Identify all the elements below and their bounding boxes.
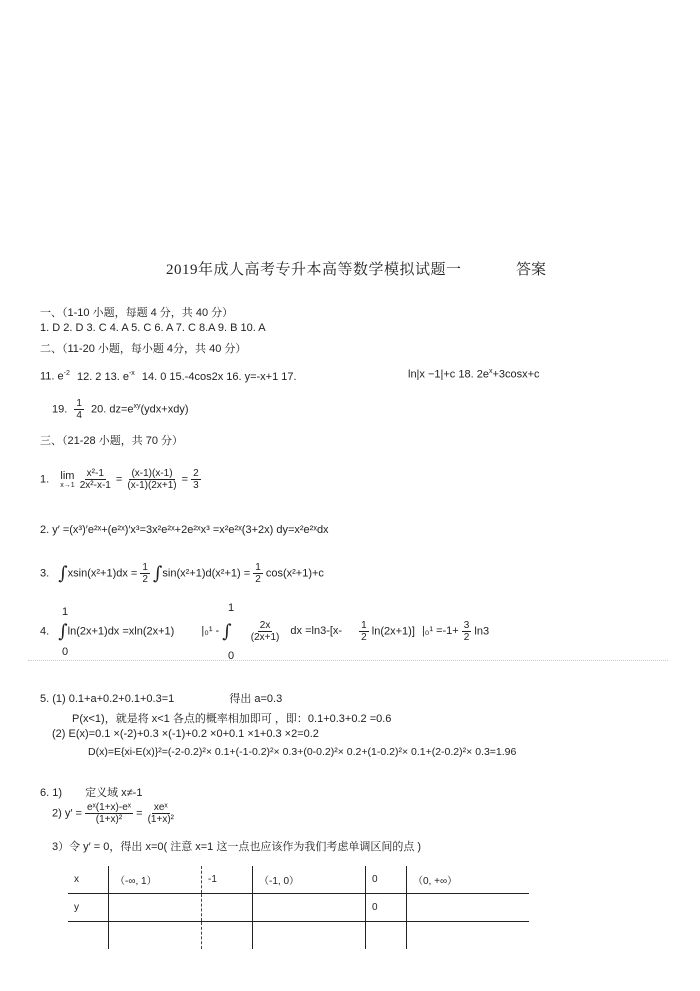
q3-f1-den: 2: [142, 574, 148, 585]
section3-heading: 三、（21-28 小题，共 70 分）: [40, 435, 184, 447]
q3-f2-num: 1: [255, 562, 261, 573]
title-answer: 答案: [516, 262, 547, 278]
q1-f1-den: 2x²-x-1: [79, 480, 111, 491]
q6-line2-label: 2) y′ =: [52, 807, 82, 820]
q4-part-e: |₀¹ =-1+: [421, 625, 459, 638]
q1-label: 1.: [40, 473, 50, 486]
q1-eq-2: =: [181, 473, 189, 486]
q6-f2-den: (1+x)²: [147, 814, 174, 825]
q1-f2-den: (x-1)(2x+1): [127, 480, 177, 491]
page-title: 2019年成人高考专升本高等数学模拟试题一: [166, 262, 462, 278]
q3-f1-num: 1: [142, 562, 148, 573]
table-cell: [366, 922, 407, 950]
q6-fraction-1: [85, 802, 133, 825]
q6-line3: 3）令 y′ = 0，得出 x=0( 注意 x=1 这一点也应该作为我们考虑单调区间的点 ): [52, 841, 422, 853]
q6-line2-eq: =: [136, 807, 143, 820]
q6-line1-a: 6. 1): [40, 787, 63, 799]
answer-11-exp: -2: [63, 370, 70, 377]
table-row: [68, 866, 529, 894]
answer-18-tail: +3cosx+c: [492, 368, 540, 381]
q6-f1-den: (1+x)²: [95, 814, 123, 825]
q1-limit: [60, 470, 74, 489]
table-cell: [253, 922, 366, 950]
table-cell: -1: [202, 866, 253, 894]
answer-14-17: 14. 0 15.-4cos2x 16. y=-x+1 17.: [141, 370, 297, 383]
q4-f2-den: 2: [361, 632, 367, 643]
section2-line1: [40, 370, 297, 383]
q4-part-f: ln3: [474, 625, 490, 638]
table-cell: [253, 894, 366, 922]
q1-fraction-2: [125, 468, 178, 491]
q4-part-a: ln(2x+1)dx =xln(2x+1): [67, 625, 175, 638]
table-cell: （-∞, 1）: [109, 866, 202, 894]
q1-f1-num: x²-1: [86, 468, 104, 479]
q3-part-b: sin(x²+1)d(x²+1) =: [162, 567, 251, 580]
section2-line2: [52, 398, 189, 421]
answer-19-den: 4: [76, 410, 82, 421]
q1-eq-1: =: [115, 473, 123, 486]
q5-line1-a: 5. (1) 0.1+a+0.2+0.1+0.3=1: [40, 693, 175, 705]
q2: 2. y′ =(x³)′e²ˣ+(e²ˣ)′x³=3x²e²ˣ+2e²ˣx³ =x²e²ˣ(3+2x) dy=x²e²ˣdx: [40, 524, 329, 536]
q1-lim-sub: x→1: [60, 482, 75, 489]
q1-fraction-3: [191, 468, 201, 491]
q6-line1-b: 定义域 x≠-1: [85, 787, 143, 799]
q4-part-c: dx =ln3-[x-: [290, 625, 343, 638]
q4-f3-den: 2: [463, 632, 470, 643]
answer-17-18: ln|x −1|+c 18. 2e: [408, 368, 489, 381]
table-cell: [68, 922, 109, 950]
q4-upper-limit-2: 1: [228, 602, 235, 614]
q3-fraction-2: [253, 562, 263, 585]
q1-f2-num: (x-1)(x-1): [131, 468, 173, 479]
q3-f2-den: 2: [255, 574, 261, 585]
table-cell: [407, 894, 530, 922]
section1-answers: 1. D 2. D 3. C 4. A 5. C 6. A 7. C 8.A 9. B 10. A: [40, 322, 266, 334]
table-cell: [407, 922, 530, 950]
table-cell: [202, 922, 253, 950]
q1: [40, 468, 201, 491]
q1-f3-num: 2: [193, 468, 199, 479]
q4-lower-limit-2: 0: [228, 650, 235, 662]
integral-sign-icon: ∫: [222, 621, 232, 642]
q1-lim-text: lim: [60, 470, 75, 482]
table-cell: （0, +∞）: [407, 866, 530, 894]
q1-fraction-1: [78, 468, 113, 491]
q4-fraction-2: [359, 620, 369, 643]
q1-f3-den: 3: [193, 480, 199, 491]
q3-part-a: xsin(x²+1)dx =: [67, 567, 138, 580]
q4-f1-den: (2x+1): [250, 632, 280, 643]
q5-line2: P(x<1)，就是将 x<1 各点的概率相加即可 ，即：0.1+0.3+0.2 =0.6: [72, 713, 392, 725]
q5-line1: [40, 690, 282, 706]
q4-upper-limit: 1: [62, 606, 69, 618]
table-cell: 0: [366, 894, 407, 922]
q4-f1-num: 2x: [259, 620, 271, 631]
q4: [40, 620, 489, 643]
table-cell: x: [68, 866, 109, 894]
answer-20-exp: xy: [133, 402, 141, 410]
dotted-divider: [28, 660, 668, 661]
q3: [40, 562, 324, 585]
q6-f2-num: xeˣ: [153, 802, 168, 813]
q4-part-b: |₀¹ -: [201, 625, 220, 638]
q5-line3: (2) E(x)=0.1 ×(-2)+0.3 ×(-1)+0.2 ×0+0.1 ×1+0.3 ×2=0.2: [52, 728, 319, 740]
table-cell: [202, 894, 253, 922]
answer-12-13: 12. 2 13. e: [76, 370, 129, 383]
q4-f3-num: 3: [463, 620, 470, 631]
table-cell: [109, 922, 202, 950]
q3-fraction-1: [140, 562, 150, 585]
answer-19-num: 1: [76, 398, 82, 409]
q6-fraction-2: [146, 802, 176, 825]
q5-line1-b: 得出 a=0.3: [229, 693, 283, 705]
q6-line2: [52, 802, 176, 825]
integral-sign-icon: ∫: [58, 621, 68, 642]
section2-line1-right: [408, 368, 540, 381]
table-cell: y: [68, 894, 109, 922]
table-cell: （-1, 0）: [253, 866, 366, 894]
q3-part-c: cos(x²+1)+c: [265, 567, 324, 580]
q4-fraction-1: [249, 620, 282, 643]
integral-sign-icon: ∫: [58, 563, 68, 584]
section1-heading: 一、（1-10 小题，每题 4 分，共 40 分）: [40, 307, 234, 319]
answer-20: 20. dz=e: [90, 403, 134, 416]
q4-lower-limit: 0: [62, 646, 69, 658]
table-cell: [109, 894, 202, 922]
answer-19-fraction: [74, 398, 84, 421]
q6-f1-num: eˣ(1+x)-eˣ: [86, 802, 132, 813]
monotonicity-table: [68, 866, 529, 949]
section2-heading: 二、（11-20 小题，每小题 4分，共 40 分）: [40, 343, 247, 355]
answer-11: 11. e: [40, 370, 64, 383]
q4-part-d: ln(2x+1)]: [371, 625, 415, 638]
answer-13-exp: -x: [128, 370, 135, 377]
q4-label: 4.: [40, 625, 50, 638]
table-row: [68, 894, 529, 922]
answer-19-label: 19.: [52, 403, 68, 416]
q4-f2-num: 1: [361, 620, 367, 631]
q3-label: 3.: [40, 567, 50, 580]
q4-fraction-3: [462, 620, 472, 643]
table-cell: 0: [366, 866, 407, 894]
answer-20-tail: (ydx+xdy): [140, 403, 189, 416]
table-row: [68, 922, 529, 950]
q6-line1: [40, 784, 142, 800]
integral-sign-icon: ∫: [153, 563, 163, 584]
q5-line4: D(x)=E{xi-E(x)}²=(-2-0.2)²× 0.1+(-1-0.2)²× 0.3+(0-0.2)²× 0.2+(1-0.2)²× 0.1+(2-0.2)²× 0.3=1.96: [88, 746, 517, 758]
answer-18-exp: x: [488, 368, 493, 375]
